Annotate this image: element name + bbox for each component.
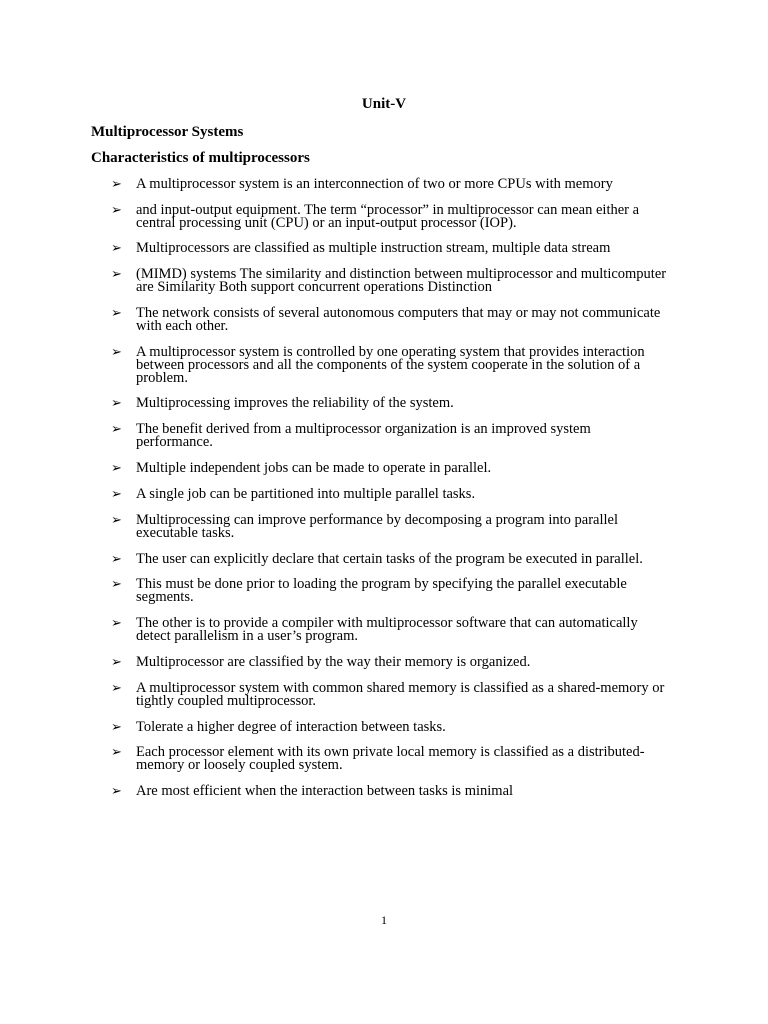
arrow-bullet-icon: ➢ [111,461,122,476]
arrow-bullet-icon: ➢ [111,487,122,502]
page-number: 1 [381,913,387,927]
bullet-text: A multiprocessor system is an interconnection of two or more CPUs with memory [136,176,613,192]
bullet-text: The benefit derived from a multiprocessor organization is an improved system performance. [136,421,591,450]
bullet-text: Tolerate a higher degree of interaction between tasks. [136,719,446,735]
bullet-text: and input-output equipment. The term “processor” in multiprocessor can mean either a central processing unit (CPU) or an input-output processor (IOP). [136,202,640,231]
bullet-text: (MIMD) systems The similarity and distinction between multiprocessor and multicomputer are Similarity Both support concurrent operations Distinction [136,266,667,295]
section-title: Multiprocessor Systems [91,124,244,140]
arrow-bullet-icon: ➢ [111,577,122,592]
bullet-text: The other is to provide a compiler with multiprocessor software that can automatically detect parallelism in a user’s program. [136,615,638,644]
arrow-bullet-icon: ➢ [111,203,122,218]
bullet-text: Multiprocessing can improve performance by decomposing a program into parallel executable tasks. [136,512,618,541]
bullet-text: The user can explicitly declare that certain tasks of the program be executed in parallel. [136,551,643,567]
bullet-text: Multiprocessor are classified by the way their memory is organized. [136,654,531,670]
arrow-bullet-icon: ➢ [111,396,122,411]
unit-title: Unit-V [361,96,407,112]
arrow-bullet-icon: ➢ [111,784,122,799]
arrow-bullet-icon: ➢ [111,655,122,670]
arrow-bullet-icon: ➢ [111,681,122,696]
arrow-bullet-icon: ➢ [111,306,122,321]
bullet-text: A single job can be partitioned into multiple parallel tasks. [136,486,476,502]
bullet-text: Are most efficient when the interaction between tasks is minimal [136,783,514,799]
bullet-text: Multiprocessing improves the reliability of the system. [136,395,454,411]
arrow-bullet-icon: ➢ [111,745,122,760]
arrow-bullet-icon: ➢ [111,513,122,528]
bullet-text: Multiprocessors are classified as multiple instruction stream, multiple data stream [136,240,611,256]
arrow-bullet-icon: ➢ [111,267,122,282]
arrow-bullet-icon: ➢ [111,616,122,631]
bullet-text: Multiple independent jobs can be made to operate in parallel. [136,460,492,476]
subsection-title: Characteristics of multiprocessors [91,150,310,166]
arrow-bullet-icon: ➢ [111,552,122,567]
arrow-bullet-icon: ➢ [111,720,122,735]
arrow-bullet-icon: ➢ [111,177,122,192]
bullet-text: Each processor element with its own private local memory is classified as a distributed-memory or loosely coupled system. [136,744,645,773]
arrow-bullet-icon: ➢ [111,345,122,360]
bullet-text: A multiprocessor system with common shared memory is classified as a shared-memory or tightly coupled multiprocessor. [136,680,665,709]
arrow-bullet-icon: ➢ [111,241,122,256]
bullet-text: This must be done prior to loading the program by specifying the parallel executable segments. [136,576,627,605]
arrow-bullet-icon: ➢ [111,422,122,437]
bullet-text: The network consists of several autonomous computers that may or may not communicate with each other. [136,305,661,334]
bullet-text: A multiprocessor system is controlled by one operating system that provides interaction between processors and all the components of the system cooperate in the solution of a problem. [136,344,645,386]
